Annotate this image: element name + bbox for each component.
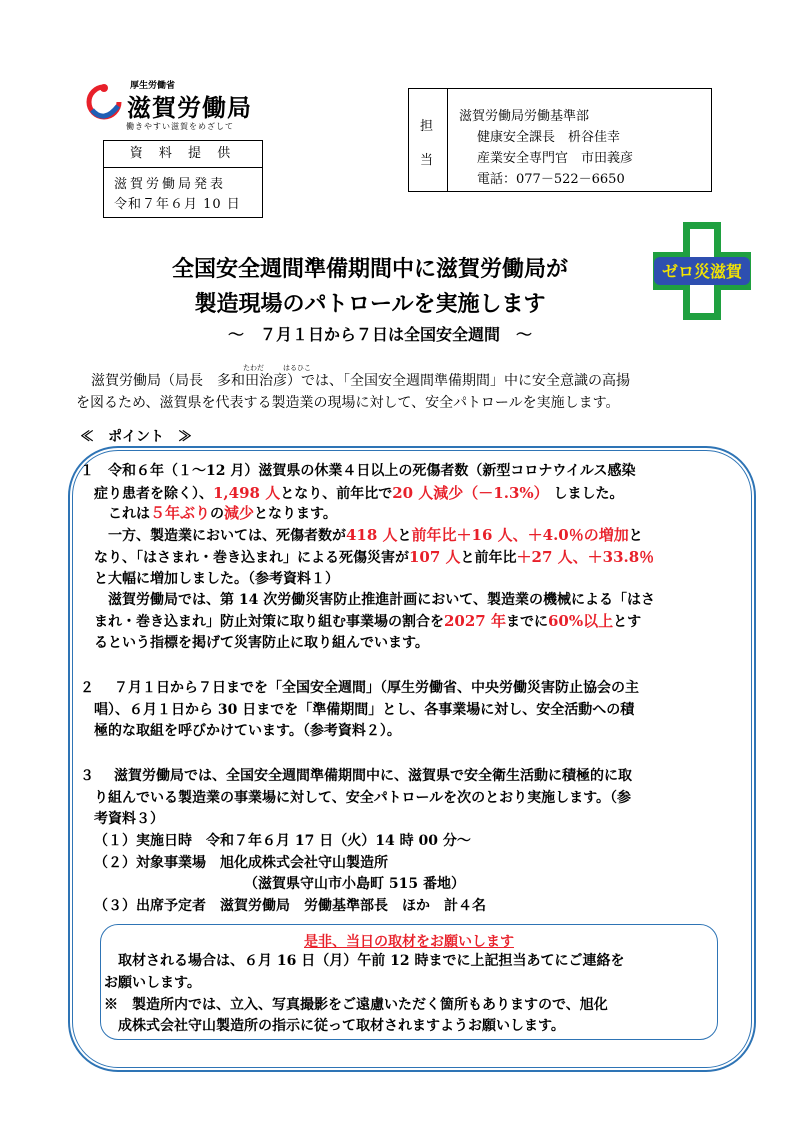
coverage-line-2: お願いします。: [104, 975, 201, 991]
intro-line-2: を図るため、滋賀県を代表する製造業の現場に対して、安全パトロールを実施します。: [76, 395, 620, 411]
point-1-line-6: と大幅に増加しました。（参考資料１）: [94, 571, 339, 587]
point-1-line-5: なり、「はさまれ・巻き込まれ」による死傷災害が107 人と前年比＋27 人、＋33.8％: [94, 548, 655, 566]
release-heading: 資 料 提 供: [104, 141, 262, 168]
point-1-line-8: まれ・巻き込まれ」防止対策に取り組む事業場の割合を2027 年までに60%以上とす: [94, 612, 642, 630]
zero-accident-cross-icon: [651, 220, 753, 322]
point-1-line-7: 滋賀労働局では、第 14 次労働災害防止推進計画において、製造業の機械による「はさ: [108, 592, 655, 608]
page-subtitle: ～ ７月１日から７日は全国安全週間 ～: [227, 325, 532, 344]
zero-accident-label: ゼロ災滋賀: [661, 262, 743, 281]
point-3-line-1: 滋賀労働局では、全国安全週間準備期間中に、滋賀県で安全衛生活動に積極的に取: [114, 768, 632, 784]
point-2-number: ２: [80, 680, 94, 696]
coverage-request-title: 是非、当日の取材をお願いします: [304, 934, 514, 950]
release-publisher: 滋賀労働局発表: [114, 177, 227, 192]
points-heading: ≪ ポイント ≫: [80, 429, 192, 445]
page-title-line-2: 製造現場のパトロールを実施します: [194, 292, 546, 317]
contact-side-char-1: 担: [420, 119, 434, 134]
patrol-site-address: （滋賀県守山市小島町 515 番地）: [244, 876, 465, 892]
point-3-line-3: 考資料３）: [94, 811, 164, 827]
ruby-tawada: たわだ: [243, 364, 264, 372]
contact-side-label: [409, 89, 448, 191]
page-title-line-1: 全国安全週間準備期間中に滋賀労働局が: [171, 257, 568, 282]
point-2-line-3: 極的な取組を呼びかけています。（参考資料２）。: [94, 723, 401, 739]
point-3-line-2: り組んでいる製造業の事業場に対して、安全パトロールを次のとおり実施します。（参: [94, 790, 632, 806]
logo-tagline: 働きやすい滋賀をめざして: [126, 122, 234, 131]
intro-line-1: 滋賀労働局（局長 多和田治彦）では、「全国安全週間準備期間」中に安全意識の高揚: [91, 373, 630, 389]
ruby-haruhiko: はるひこ: [283, 364, 311, 372]
contact-person-2: 産業安全専門官 市田義彦: [477, 151, 634, 166]
patrol-datetime: （１）実施日時 令和７年６月 17 日（火）14 時 00 分～: [94, 833, 471, 849]
point-1-line-2: 症り患者を除く）、1,498 人となり、前年比で20 人減少（－1.3%） しました。: [94, 484, 624, 502]
point-3-number: ３: [80, 768, 94, 784]
patrol-attendees: （３）出席予定者 滋賀労働局 労働基準部長 ほか 計４名: [94, 898, 486, 914]
ministry-logo-icon: [82, 80, 126, 124]
patrol-site: （２）対象事業場 旭化成株式会社守山製造所: [94, 855, 388, 871]
logo-bureau-name: 滋賀労働局: [127, 94, 252, 122]
contact-phone: 電話：077－522－6650: [477, 172, 625, 187]
contact-box: [408, 88, 712, 192]
point-2-line-2: 唱）、６月１日から 30 日までを「準備期間」とし、各事業場に対し、安全活動への積: [94, 702, 635, 718]
point-1-line-1: 令和６年（１～12 月）滋賀県の休業４日以上の死傷者数（新型コロナウイルス感染: [108, 463, 636, 479]
press-release-box: [103, 140, 263, 218]
point-2-line-1: ７月１日から７日までを「全国安全週間」（厚生労働省、中央労働災害防止協会の主: [114, 680, 639, 696]
point-1-line-3: これは５年ぶりの減少となります。: [108, 504, 337, 522]
contact-department: 滋賀労働局労働基準部: [459, 109, 590, 124]
point-1-line-9: るという指標を掲げて災害防止に取り組んでいます。: [94, 635, 429, 651]
coverage-line-1: 取材される場合は、６月 16 日（月）午前 12 時までに上記担当あてにご連絡を: [118, 953, 625, 969]
point-1-number: １: [80, 463, 94, 479]
contact-person-1: 健康安全課長 枡谷佳幸: [477, 130, 621, 145]
coverage-line-4: 成株式会社守山製造所の指示に従って取材されますようお願いします。: [118, 1018, 565, 1034]
logo-ministry-name: 厚生労働省: [130, 81, 176, 91]
point-1-line-4: 一方、製造業においては、死傷者数が418 人と前年比＋16 人、＋4.0％の増加と: [108, 526, 643, 544]
release-date: 令和７年６月 10 日: [114, 197, 241, 212]
coverage-line-3: ※ 製造所内では、立入、写真撮影をご遠慮いただく箇所もありますので、旭化: [104, 997, 608, 1013]
contact-side-char-2: 当: [420, 153, 434, 168]
